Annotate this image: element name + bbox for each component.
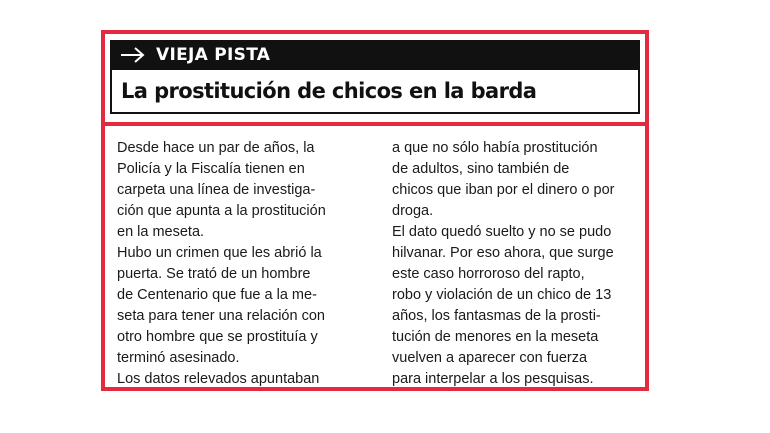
body-text-line: carpeta una línea de investiga- bbox=[117, 182, 316, 198]
article-box bbox=[101, 30, 649, 391]
body-text-line: tución de menores en la meseta bbox=[392, 329, 599, 345]
body-text-line: ción que apunta a la prostitución bbox=[117, 203, 326, 219]
body-text-line: en la meseta. bbox=[117, 224, 205, 240]
body-text-line: seta para tener una relación con bbox=[117, 308, 325, 324]
body-text-line: robo y violación de un chico de 13 bbox=[392, 287, 612, 303]
body-text-line: hilvanar. Por eso ahora, que surge bbox=[392, 245, 614, 261]
section-label: VIEJA PISTA bbox=[156, 45, 271, 65]
body-text-line: para interpelar a los pesquisas. bbox=[392, 371, 594, 387]
headline bbox=[110, 70, 640, 114]
body-text-line: otro hombre que se prostituía y bbox=[117, 329, 318, 345]
body-text-line: años, los fantasmas de la prosti- bbox=[392, 308, 601, 324]
body-column-right bbox=[392, 138, 637, 390]
body-text-line: a que no sólo había prostitución bbox=[392, 140, 598, 156]
body-text-line: Hubo un crimen que les abrió la bbox=[117, 245, 322, 261]
body-text-line: El dato quedó suelto y no se pudo bbox=[392, 224, 612, 240]
section-header bbox=[110, 40, 640, 70]
arrow-right-icon bbox=[120, 46, 146, 64]
body-text-line: vuelven a aparecer con fuerza bbox=[392, 350, 588, 366]
body-text-line: droga. bbox=[392, 203, 434, 219]
headline-text: La prostitución de chicos en la barda bbox=[121, 79, 537, 103]
body-text-line: puerta. Se trató de un hombre bbox=[117, 266, 311, 282]
body-text-line: este caso horroroso del rapto, bbox=[392, 266, 585, 282]
body-text-line: chicos que iban por el dinero o por bbox=[392, 182, 615, 198]
body-text-line: Desde hace un par de años, la bbox=[117, 140, 315, 156]
body-text-line: Policía y la Fiscalía tienen en bbox=[117, 161, 305, 177]
body-column-left bbox=[117, 138, 367, 390]
body-text-line: Los datos relevados apuntaban bbox=[117, 371, 320, 387]
body-text-line: terminó asesinado. bbox=[117, 350, 240, 366]
red-divider bbox=[105, 122, 645, 126]
body-text-line: de adultos, sino también de bbox=[392, 161, 570, 177]
body-text-line: de Centenario que fue a la me- bbox=[117, 287, 317, 303]
